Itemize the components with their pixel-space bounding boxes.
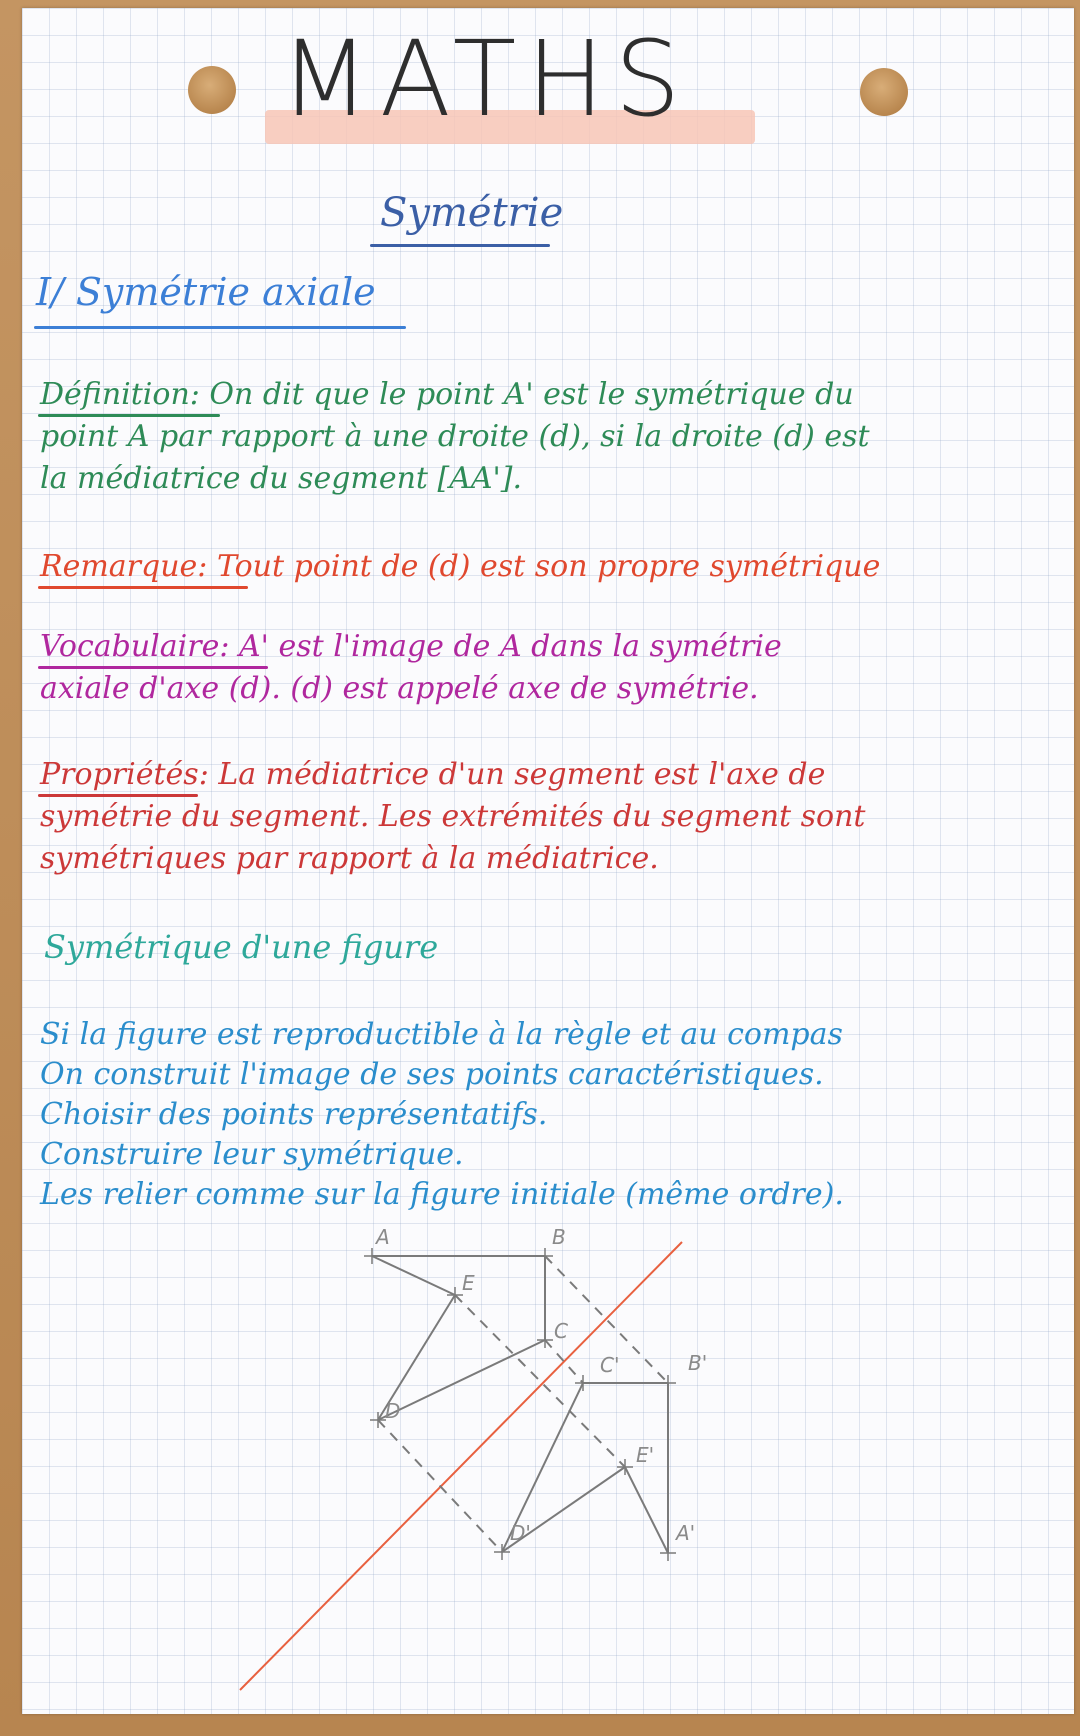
dash-e-e1	[455, 1295, 625, 1467]
step-3: Choisir des points représentatifs.	[40, 1097, 548, 1132]
original-figure	[372, 1256, 545, 1420]
remarque-text: : Tout point de (d) est son propre symétrique	[197, 549, 881, 584]
label-a: A	[376, 1225, 390, 1249]
step-2: On construit l'image de ses points caractéristiques.	[40, 1057, 824, 1092]
label-d1: D'	[510, 1521, 531, 1545]
proprietes-text-1: : La médiatrice d'un segment est l'axe de	[198, 757, 826, 792]
proprietes-line-3: symétriques par rapport à la médiatrice.	[40, 841, 659, 876]
definition-line-3: la médiatrice du segment [AA'].	[40, 461, 523, 496]
definition-label: Définition	[40, 377, 190, 412]
definition-text-1: : On dit que le point A' est le symétrique du	[189, 377, 854, 412]
label-c1: C'	[600, 1353, 620, 1377]
definition-line-2: point A par rapport à une droite (d), si la droite (d) est	[40, 419, 870, 454]
label-b: B	[552, 1225, 566, 1249]
label-d: D	[385, 1399, 401, 1423]
proprietes-label: Propriétés	[40, 757, 199, 792]
segment-ea	[372, 1256, 455, 1295]
marker-d1	[494, 1544, 510, 1560]
label-b1: B'	[688, 1351, 708, 1375]
vocabulaire-line-2: axiale d'axe (d). (d) est appelé axe de symétrie.	[40, 671, 759, 706]
segment-e1a1	[625, 1467, 668, 1553]
label-e1: E'	[636, 1443, 655, 1467]
marker-c1	[575, 1375, 591, 1391]
subtitle: Symétrie	[380, 190, 564, 236]
marker-e1	[617, 1459, 633, 1475]
section-heading: I/ Symétrie axiale	[36, 270, 376, 314]
label-e: E	[462, 1271, 475, 1295]
marker-a1	[660, 1545, 676, 1561]
figure-heading: Symétrique d'une figure	[44, 928, 439, 966]
marker-a	[364, 1248, 380, 1264]
vocabulaire-text-1: : A' est l'image de A dans la symétrie	[219, 629, 782, 664]
step-1: Si la figure est reproductible à la règle et au compas	[40, 1017, 843, 1052]
vocabulaire-label: Vocabulaire	[40, 629, 220, 664]
proprietes-line-2: symétrie du segment. Les extrémités du segment sont	[40, 799, 866, 834]
step-5: Les relier comme sur la figure initiale (même ordre).	[40, 1177, 844, 1212]
page-title: MATHS	[280, 18, 691, 140]
label-c: C	[554, 1319, 568, 1343]
remarque-label: Remarque	[40, 549, 198, 584]
symmetry-axis-line	[240, 1242, 682, 1690]
step-4: Construire leur symétrique.	[40, 1137, 464, 1172]
label-a1: A'	[676, 1521, 696, 1545]
